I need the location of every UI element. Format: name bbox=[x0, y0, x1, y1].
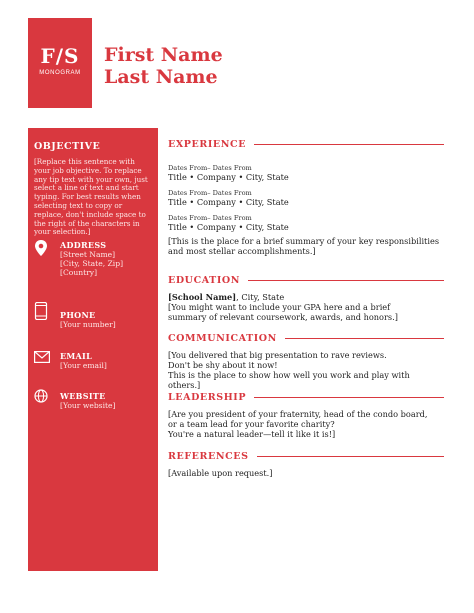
entry-title: Title • Company • City, State bbox=[168, 172, 289, 182]
monogram-caption: MONOGRAM bbox=[39, 70, 81, 76]
communication-section bbox=[168, 333, 444, 390]
website-value: [Your website] bbox=[60, 401, 116, 410]
references-title: REFERENCES bbox=[168, 451, 249, 462]
experience-entry bbox=[168, 164, 444, 182]
first-name: First Name bbox=[104, 44, 223, 66]
email-value: [Your email] bbox=[60, 361, 107, 370]
name-block bbox=[104, 44, 223, 88]
location-pin-icon bbox=[34, 240, 48, 254]
section-divider bbox=[254, 397, 444, 398]
experience-entry bbox=[168, 214, 444, 232]
education-text-1: [You might want to include your GPA here and a brief bbox=[168, 302, 391, 312]
address-street: [Street Name] bbox=[60, 250, 116, 259]
website-label: WEBSITE bbox=[60, 391, 106, 401]
phone-value: [Your number] bbox=[60, 320, 116, 329]
experience-summary: [This is the place for a brief summary of your key responsibilities and most stellar accomplishments.] bbox=[168, 236, 440, 256]
entry-dates: Dates From– Dates From bbox=[168, 214, 252, 222]
phone-label: PHONE bbox=[60, 310, 96, 320]
communication-title: COMMUNICATION bbox=[168, 333, 277, 344]
last-name: Last Name bbox=[104, 66, 218, 88]
globe-icon bbox=[34, 388, 48, 402]
experience-section bbox=[168, 139, 444, 256]
phone-icon bbox=[34, 302, 48, 316]
entry-dates: Dates From– Dates From bbox=[168, 164, 252, 172]
school-name: [School Name] bbox=[168, 292, 237, 302]
communication-line-2: Don't be shy about it now! bbox=[168, 360, 278, 370]
section-divider bbox=[285, 338, 444, 339]
leadership-line-3: You're a natural leader—tell it like it is!] bbox=[168, 429, 336, 439]
entry-title: Title • Company • City, State bbox=[168, 222, 289, 232]
references-text: [Available upon request.] bbox=[168, 468, 273, 478]
monogram-block bbox=[28, 18, 92, 108]
email-label: EMAIL bbox=[60, 351, 93, 361]
address-country: [Country] bbox=[60, 268, 98, 278]
sidebar bbox=[28, 128, 158, 571]
experience-title: EXPERIENCE bbox=[168, 139, 247, 150]
envelope-icon bbox=[34, 348, 48, 362]
entry-title: Title • Company • City, State bbox=[168, 197, 289, 207]
experience-entry bbox=[168, 189, 444, 207]
education-section bbox=[168, 275, 444, 322]
objective-title: OBJECTIVE bbox=[34, 141, 101, 152]
education-text-2: summary of relevant coursework, awards, and honors.] bbox=[168, 312, 398, 322]
entry-dates: Dates From– Dates From bbox=[168, 189, 252, 197]
leadership-section bbox=[168, 392, 444, 439]
education-title: EDUCATION bbox=[168, 275, 241, 286]
leadership-line-1: [Are you president of your fraternity, head of the condo board, bbox=[168, 409, 428, 419]
address-city: [City, State, Zip] bbox=[60, 259, 124, 269]
address-label: ADDRESS bbox=[60, 240, 107, 250]
communication-line-1: [You delivered that big presentation to rave reviews. bbox=[168, 350, 387, 360]
school-location: , City, State bbox=[236, 292, 285, 302]
references-section bbox=[168, 451, 444, 478]
monogram-letters: F/S bbox=[40, 44, 80, 68]
objective-text: [Replace this sentence with your job objective. To replace any tip text with your own, just select a line of text and start typing. For best results when selecting text to copy or replace, don't include space to the right of the characters in your selection.] bbox=[34, 157, 148, 237]
leadership-title: LEADERSHIP bbox=[168, 392, 247, 403]
section-divider bbox=[254, 144, 444, 145]
section-divider bbox=[248, 280, 444, 281]
communication-line-3: This is the place to show how well you work and play with others.] bbox=[168, 370, 410, 390]
leadership-line-2: or a team lead for your favorite charity? bbox=[168, 419, 335, 429]
section-divider bbox=[257, 456, 444, 457]
